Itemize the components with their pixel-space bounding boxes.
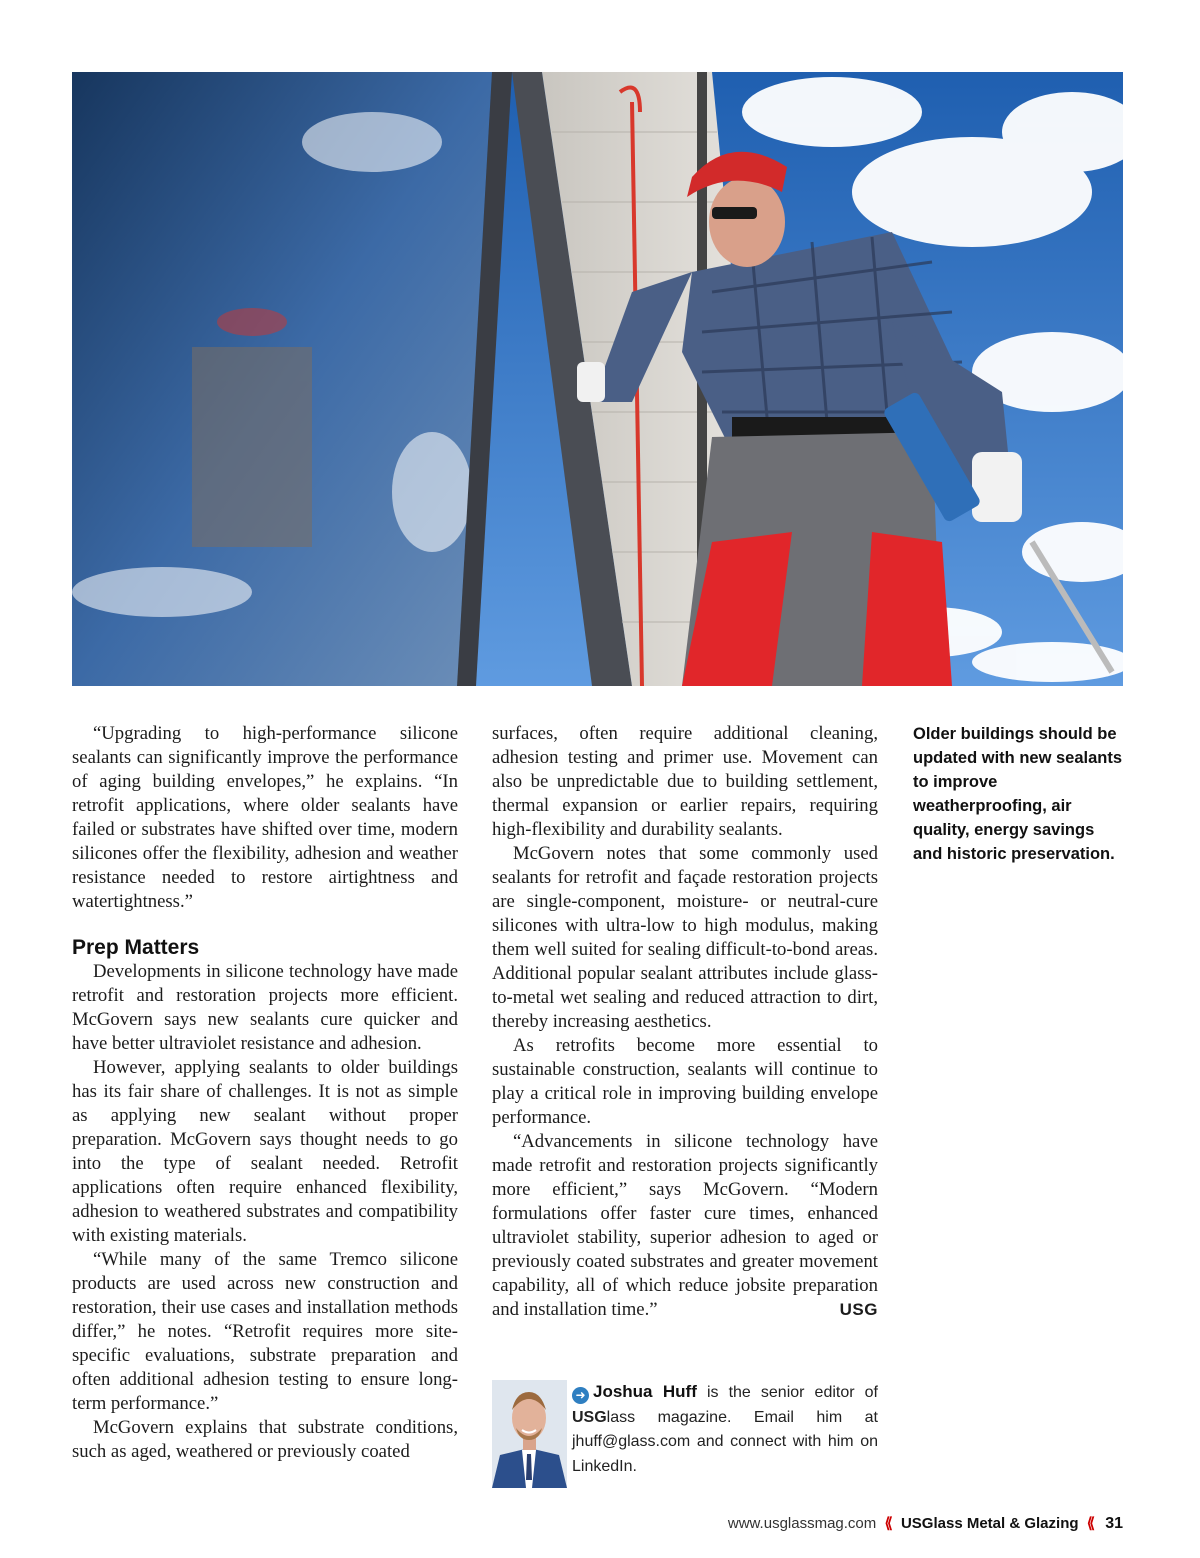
bio-text-part: is the senior editor of xyxy=(696,1384,878,1401)
magazine-name-bold: USG xyxy=(572,1408,607,1426)
arrow-right-icon: ➜ xyxy=(572,1387,589,1404)
hero-photo xyxy=(72,72,1123,686)
bio-text-part: lass magazine. Email him at jhuff@glass.com and connect with him on LinkedIn. xyxy=(572,1408,878,1475)
photo-caption: Older buildings should be updated with new sealants to improve weatherproofing, air quality, energy savings and historic preservation. xyxy=(913,725,1123,863)
end-mark: USG xyxy=(839,1300,878,1319)
paragraph: “Upgrading to high-performance silicone sealants can significantly improve the performance of aging building envelopes,” he explains. “In retrofit applications, where older sealants have failed or substrates have shifted over time, modern silicones offer the flexibility, adhesion and weather resistance needed to restore airtightness and watertightness.” xyxy=(72,723,458,912)
page-footer xyxy=(728,1514,1123,1533)
article-column-2 xyxy=(492,722,878,1322)
paragraph: McGovern notes that some commonly used sealants for retrofit and façade restoration projects are single-component, moisture- or neutral-cure silicones with ultra-low to high modulus, making them well suited for sealing difficult-to-bond areas. Additional popular sealant attributes include glass-to-metal wet sealing and reduced attraction to dirt, thereby increasing aesthetics. xyxy=(492,843,878,1032)
paragraph: surfaces, often require additional cleaning, adhesion testing and primer use. Movement can also be unpredictable due to building settlement, thermal expansion or earlier repairs, requiring high-flexibility and durability sealants. xyxy=(492,723,878,840)
paragraph-text: “Advancements in silicone technology have made retrofit and restoration projects significantly more efficient,” says McGovern. “Modern formulations offer faster cure times, enhanced ultraviolet stability, superior adhesion to aged or previously coated substrates and greater movement capability, all of which reduce jobsite preparation and installation time.” xyxy=(492,1131,878,1320)
section-subhead: Prep Matters xyxy=(72,936,200,959)
paragraph: Developments in silicone technology have made retrofit and restoration projects more efficient. McGovern says new sealants cure quicker and have better ultraviolet resistance and adhesion. xyxy=(72,961,458,1054)
paragraph: As retrofits become more essential to sustainable construction, sealants will continue to play a critical role in improving building envelope performance. xyxy=(492,1035,878,1128)
paragraph: However, applying sealants to older buildings has its fair share of challenges. It is not as simple as applying new sealant without proper preparation. McGovern says thought needs to go into the type of sealant needed. Retrofit applications often require enhanced flexibility, adhesion to weathered substrates and compatibility with existing materials. xyxy=(72,1057,458,1246)
author-bio xyxy=(492,1380,878,1488)
article-column-1 xyxy=(72,722,458,1464)
bio-text xyxy=(572,1380,878,1479)
paragraph-final xyxy=(492,1130,878,1322)
footer-magazine: USGlass Metal & Glazing xyxy=(900,1515,1079,1532)
separator-icon: ⟪ xyxy=(1086,1515,1096,1532)
separator-icon: ⟪ xyxy=(884,1515,893,1532)
author-headshot xyxy=(492,1380,567,1488)
worker-photo-illustration xyxy=(72,72,1123,686)
page-number: 31 xyxy=(1105,1515,1123,1532)
paragraph: McGovern explains that substrate conditions, such as aged, weathered or previously coated xyxy=(72,1417,458,1462)
footer-url[interactable]: www.usglassmag.com xyxy=(727,1515,877,1532)
author-name: Joshua Huff xyxy=(593,1382,697,1401)
paragraph: “While many of the same Tremco silicone products are used across new construction and restoration, their use cases and installation methods differ,” he notes. “Retrofit requires more site-specific evaluations, substrate preparation and often additional adhesion testing to ensure long-term performance.” xyxy=(72,1249,458,1414)
